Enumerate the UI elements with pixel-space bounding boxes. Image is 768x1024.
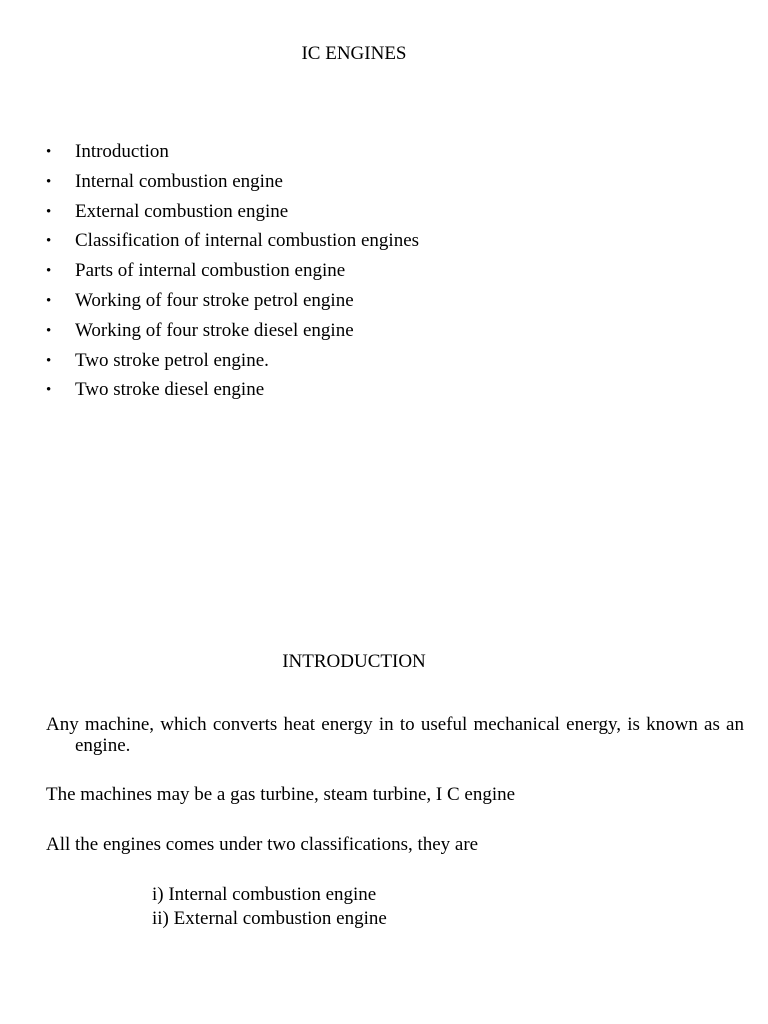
classification-item: ii) External combustion engine [152, 908, 387, 929]
contents-item [46, 319, 419, 349]
bullet-icon: • [46, 263, 52, 280]
contents-item [46, 200, 419, 230]
contents-item-label: Introduction [75, 141, 169, 162]
contents-item-label: Classification of internal combustion engines [75, 230, 420, 252]
bullet-icon: • [46, 322, 52, 339]
contents-item [46, 229, 419, 259]
bullet-icon: • [46, 352, 52, 369]
contents-item-label: Internal combustion engine [75, 170, 283, 192]
contents-item [46, 170, 419, 200]
contents-item [46, 259, 419, 289]
bullet-icon: • [46, 144, 52, 160]
document-title: IC ENGINES [301, 43, 407, 64]
bullet-icon: • [46, 233, 52, 250]
contents-item-label: Working of four stroke diesel engine [75, 319, 354, 341]
classification-paragraph: All the engines comes under two classifications, they are [46, 834, 479, 855]
contents-list [46, 140, 419, 408]
machines-paragraph: The machines may be a gas turbine, steam turbine, I C engine [46, 784, 516, 805]
contents-item-label: External combustion engine [75, 200, 289, 222]
contents-item [46, 140, 419, 170]
intro-paragraph: Any machine, which converts heat energy in to useful mechanical energy, is known as an engine. [46, 714, 744, 756]
bullet-icon: • [46, 203, 52, 220]
contents-item [46, 289, 419, 319]
contents-item-label: Parts of internal combustion engine [75, 260, 346, 282]
contents-item [46, 349, 419, 379]
classification-item: i) Internal combustion engine [152, 884, 377, 905]
bullet-icon: • [46, 292, 52, 309]
bullet-icon: • [46, 173, 52, 190]
classification-list [152, 883, 387, 931]
contents-item [46, 378, 419, 408]
contents-item-label: Two stroke diesel engine [75, 379, 265, 401]
section-title: INTRODUCTION [282, 651, 426, 672]
bullet-icon: • [46, 382, 52, 399]
contents-item-label: Working of four stroke petrol engine [75, 289, 354, 311]
contents-item-label: Two stroke petrol engine. [75, 349, 269, 371]
